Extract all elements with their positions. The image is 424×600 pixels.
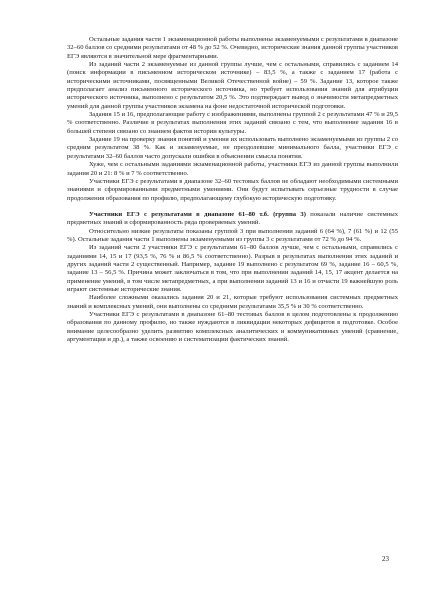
group-3-heading: Участники ЕГЭ с результатами в диапазоне 61–80 т.б. (группа 3) <box>89 210 306 218</box>
paragraph: Задание 19 на проверку знания понятий и умения их использовать выполнено экзаменуемыми из группы 2 со средним результатом 38 %. Как и экзаменуемые, не преодолевшие минимального балла, участники ЕГЭ с результатами 32–60 баллов часто допускали ошибки в объяснении смысла понятия. <box>67 136 398 160</box>
page-number: 23 <box>382 555 389 563</box>
paragraph: Остальные задания части 1 экзаменационной работы выполнены экзаменуемыми с результатами в диапазоне 32–60 баллов со средними результатами от 48 % до 52 %. Очевидно, исторические знания данной группы участников ЕГЭ являются в значительной мере фрагментарными. <box>67 36 398 60</box>
paragraph: Участники ЕГЭ с результатами в диапазоне 61–80 тестовых баллов в целом подготовлены к продолжению образования по данному профилю, но также нуждаются в ликвидации некоторых дефицитов в подготовке. Особое внимание целесообразно уделить развитию комплексных аналитических и коммуникативных умений (сравнение, аргументация и др.), а также освоению и систематизации фактических знаний. <box>67 311 398 344</box>
paragraph: Наиболее сложными оказались задания 20 и 21, которые требуют использования системных предметных знаний и комплексных умений, они выполнены со средними результатами 35,5 % и 30 % соответственно. <box>67 294 398 310</box>
paragraph: Хуже, чем с остальными заданиями экзаменационной работы, участники ЕГЭ из данной группы выполнили задания 20 и 21: 8 % и 7 % соответственно. <box>67 161 398 177</box>
paragraph: Участники ЕГЭ с результатами в диапазоне 32–60 тестовых баллов не обладают необходимыми системными знаниями и сформированными предметными умениями. Они будут испытывать серьезные трудности в случае продолжения образования по профилю, предполагающему глубокую историческую подготовку. <box>67 177 398 202</box>
group-3-heading-paragraph <box>67 211 398 228</box>
paragraph: Задания 15 и 16, предполагающие работу с изображениями, выполнены группой 2 с результатами 47 % и 29,5 % соответственно. Различие в результатах выполнения этих заданий связано с тем, что выполнение задания 16 в большей степени связано со знанием фактов истории культуры. <box>67 111 398 135</box>
paragraph: Из заданий части 2 экзаменуемые из данной группы лучше, чем с остальными, справились с заданием 14 (поиск информации в письменном историческом источнике) – 83,5 %, а также с заданием 17 (работа с историческими источниками, посвященными Великой Отечественной войне) – 59 %. Задание 13, которое также предполагает анализ письменного исторического источника, но требует использования знаний для атрибуции исторического источника, выполнено с результатом 20,5 %. Это подтверждает вывод о значимости метапредметных умений для данной группы участников экзамена на фоне недостаточной исторической подготовки. <box>67 61 398 110</box>
group-3-heading-rest: показали наличие системных предметных знаний и сформированность ряда проверяемых умений. <box>67 210 398 227</box>
paragraph: Относительно низкие результаты показаны группой 3 при выполнении заданий 6 (64 %), 7 (61 %) и 12 (55 %). Остальные задания части 1 выполнены экзаменуемыми из группы 3 с результатами от 72 % до 94 %. <box>67 227 398 243</box>
paragraph: Из заданий части 2 участники ЕГЭ с результатами 61–80 баллов лучше, чем с остальными, справились с заданиями 14, 15 и 17 (93,5 %, 76 % и 86,5 % соответственно). Разрыв в результатах выполнения этих заданий и других заданий части 2 существенный. Например, задание 19 выполнено с результатом 69 %, задание 16 – 60,5 %, задание 13 – 56,5 %. Причина может заключаться в том, что при выполнении заданий 14, 15, 17 акцент делается на применение умений, в том числе метапредметных, а при выполнении заданий 13 и 16 и отчасти 19 важнейшую роль играют системные исторические знания. <box>67 244 398 293</box>
body-text <box>67 36 398 344</box>
